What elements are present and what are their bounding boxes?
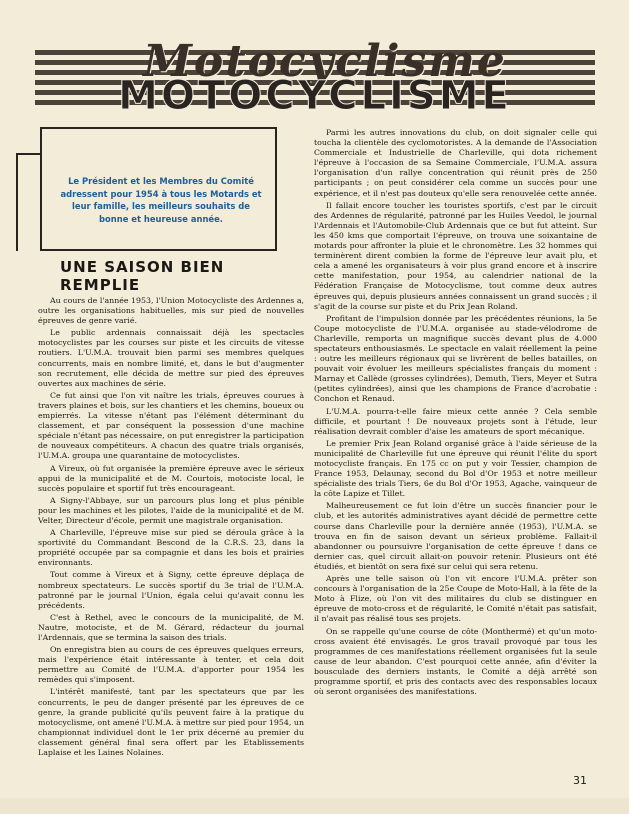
page-number: 31 [573, 774, 587, 787]
article-paragraph: On enregistra bien au cours de ces épreuves quelques erreurs, mais l'expérience était intéressante à tenter, et cela doit permettre au Comité de l'U.M.A. d'apporter pour 1954 les remèdes qui s'imposent. [38, 645, 304, 685]
article-paragraph: L'intérêt manifesté, tant par les spectateurs que par les concurrents, le peu de danger présenté par les épreuves de ce genre, la grande publicité qu'ils peuvent faire à la pratique du motocyclisme, ont amené l'U.M.A. à mettre sur pied pour 1954, un championnat individuel dont le 1er prix décerné au premier du classement général final sera offert par les Etablissements Laplaise et les Laines Nolaines. [38, 687, 304, 758]
left-column [38, 296, 304, 760]
article-paragraph: Tout comme à Vireux et à Signy, cette épreuve déplaça de nombreux spectateurs. Le succès sportif du 3e trial de l'U.M.A. patronné par le journal l'Union, égala celui qu'avait connu les précédents. [38, 570, 304, 610]
greeting-card [40, 127, 277, 251]
article-paragraph: C'est à Rethel, avec le concours de la municipalité, de M. Nautre, motociste, et de M. Gérard, rédacteur du journal l'Ardennais, que se termina la saison des trials. [38, 612, 304, 642]
article-paragraph: Au cours de l'année 1953, l'Union Motocycliste des Ardennes a, outre les organisations habituelles, mis sur pied de nouvelles épreuves de genre varié. [38, 296, 304, 326]
article-paragraph: A Signy-l'Abbaye, sur un parcours plus long et plus pénible pour les machines et les pilotes, l'aide de la municipalité et de M. Velter, Directeur d'école, permit une magistrale organisation. [38, 495, 304, 525]
page-edge [0, 798, 629, 814]
article-paragraph: L'U.M.A. pourra-t-elle faire mieux cette année ? Cela semble difficile, et pourtant ! De nouveaux projets sont à l'étude, leur réalisation devrait combler d'aise les amateurs de sport mécanique. [314, 406, 597, 436]
article-paragraph: Il fallait encore toucher les touristes sportifs, c'est par le circuit des Ardennes de régularité, patronné par les Huiles Veedol, le journal l'Ardennais et l'Automobile-Club Ardennais que ce but fut atteint. Sur les 450 kms que comportait l'épreuve, on trouva une soixantaine de motards pour affronter la pluie et le chronomètre. Les 32 hommes qui terminèrent dirent combien la forme de l'épreuve leur avait plu, et cela a amené les organisateurs à voir plus grand encore et à inscrire cette manifestation, pour 1954, au calendrier national de la Fédération Française de Motocyclisme, tout comme deux autres épreuves qui, depuis plusieurs années connaissent un grand succès ; il s'agit de la course sur piste et du Prix Jean Roland. [314, 200, 597, 311]
article-paragraph: On se rappelle qu'une course de côte (Monthermé) et qu'un moto-cross avaient été envisagés. Le gros travail provoqué par tous les programmes de ces manifestations réellement organisées fut la seule cause de leur abandon. C'est pourquoi cette année, afin d'éviter la bousculade des derniers instants, le Comité a déjà arrêté son programme sportif, et pris des contacts avec des responsables locaux où seront organisées des manifestations. [314, 626, 597, 697]
article-paragraph: A Vireux, où fut organisée la première épreuve avec le sérieux appui de la municipalité et de M. Courtois, motociste local, le succès populaire et sportif fut très encourageant. [38, 463, 304, 493]
article-paragraph: Profitant de l'impulsion donnée par les précédentes réunions, la 5e Coupe motocycliste de l'U.M.A. organisée au stade-vélodrome de Charleville, remporta un magnifique succès devant plus de 4.000 spectateurs enthousiasmés. Le spectacle en valait réellement la peine : outre les meilleurs régionaux qui se livrèrent de belles batailles, on pouvait voir évoluer les meilleurs spécialistes français du moment : Marnay et Callède (grosses cylindrées), Demuth, Tiers, Meyer et Sutra (petites cylindrées), ainsi que les champions de France d'acrobatie : Conchon et Renaud. [314, 313, 597, 404]
right-column [314, 128, 597, 699]
article-paragraph: Le public ardennais connaissait déjà les spectacles motocyclistes par les courses sur piste et les circuits de vitesse routiers. L'U.M.A. trouvait bien parmi ses membres quelques concurrents, mais en nombre limité, et, dans le but d'augmenter son recrutement, elle décida de mettre sur pied des épreuves ouvertes aux machines de série. [38, 328, 304, 388]
title-banner [35, 32, 595, 124]
greeting-text: Le Président et les Membres du Comité adressent pour 1954 à tous les Motards et leur famille, les meilleurs souhaits de bonne et heureuse année. [60, 176, 262, 224]
article-paragraph: Malheureusement ce fut loin d'être un succès financier pour le club, et les autorités administratives ayant décidé de permettre cette course dans Charleville pour la dernière année (1953), l'U.M.A. se trouva en fin de saison devant un sérieux problème. Fallait-il abandonner ou poursuivre l'organisation de cette épreuve ! dans ce dernier cas, quel circuit allait-on pouvoir retenir. Plusieurs ont été étudiés, et bientôt on sera fixé sur celui qui sera retenu. [314, 501, 597, 571]
article-paragraph: Parmi les autres innovations du club, on doit signaler celle qui toucha la clientèle des cyclomotoristes. A la demande de l'Association Commerciale et Industrielle de Charleville, qui dota richement l'épreuve à l'occasion de sa Semaine Commerciale, l'U.M.A. assura l'organisation d'un rallye concentration qui réunit près de 250 participants ; on peut considérer cela comme un succès pour une expérience, et il n'est pas douteux qu'elle sera renouvelée cette année. [314, 128, 598, 198]
article-paragraph: Après une telle saison où l'on vit encore l'U.M.A. prêter son concours à l'organisation de la 25e Coupe de Moto-Hall, à la fête de la Moto à Flize, où l'on vit des militaires du club se distinguer en épreuve de moto-cross et de régularité, le Comité n'était pas satisfait, il n'avait pas réalisé tous ses projets. [314, 574, 597, 624]
article-heading: UNE SAISON BIEN REMPLIE [60, 258, 225, 294]
banner-script-text: Motocyclisme [143, 36, 507, 87]
article-paragraph: A Charleville, l'épreuve mise sur pied se déroula grâce à la sportivité du Commandant Bescond de la C.R.S. 23, dans la propriété occupée par sa compagnie et dans les bois et prairies environnants. [38, 528, 304, 568]
article-paragraph: Le premier Prix Jean Roland organisé grâce à l'aide sérieuse de la municipalité de Charleville fut une épreuve qui réunit l'élite du sport motocycliste français. En 175 cc on put y voir Tessier, champion de France 1953, Delaunay, second du Bol d'Or 1953 et notre meilleur spécialiste des trials Tiers, 6e du Bol d'Or 1953, Agache, vainqueur de la côte Lapize et Tillet. [314, 438, 597, 499]
page-title: MOTOCYCLISME [118, 73, 512, 119]
article-paragraph: Ce fut ainsi que l'on vit naître les trials, épreuves courues à travers plaines et bois, sur les chantiers et les chemins, boueux ou empierrés. La vitesse n'étant pas l'élément déterminant du classement, et par conséquent la possession d'une machine spéciale n'étant pas nécessaire, on put enregistrer la participation de nouveaux compétiteurs. A chacun des quatre trials organisés, l'U.M.A. groupa une quarantaine de motocyclistes. [38, 390, 304, 461]
